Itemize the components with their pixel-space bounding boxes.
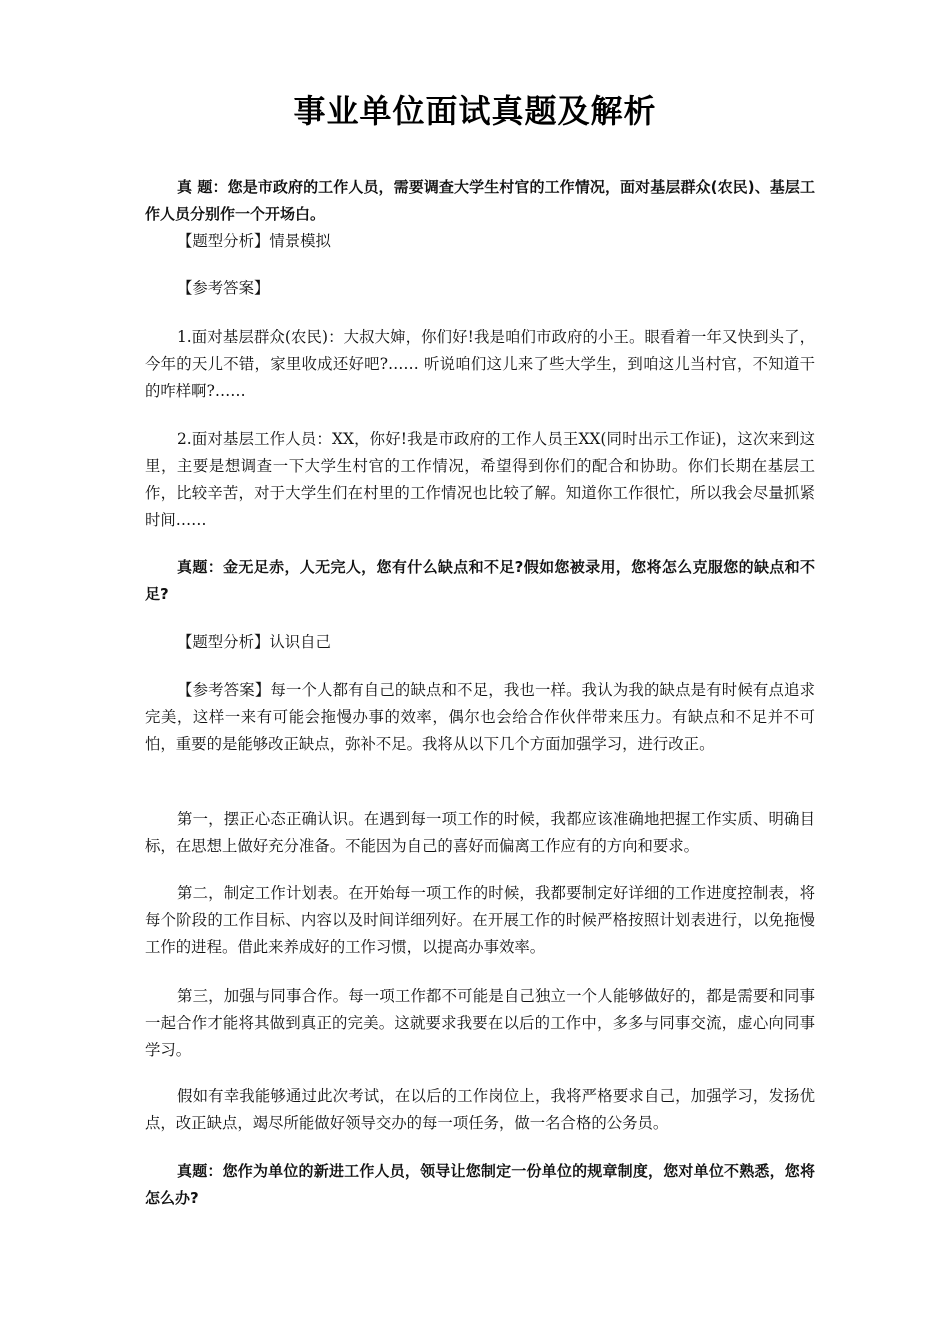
page-title: 事业单位面试真题及解析 bbox=[293, 92, 657, 130]
question-3: 真题：您作为单位的新进工作人员，领导让您制定一份单位的规章制度，您对单位不熟悉，您将怎么办? bbox=[145, 1162, 815, 1207]
question-1-answer-heading: 【参考答案】 bbox=[177, 279, 270, 297]
question-2: 真题：金无足赤，人无完人，您有什么缺点和不足?假如您被录用，您将怎么克服您的缺点和不足? bbox=[145, 558, 815, 603]
question-1-answer-part-1: 1.面对基层群众(农民)：大叔大婶，你们好!我是咱们市政府的小王。眼看着一年又快到头了，今年的天儿不错，家里收成还好吧?…… 听说咱们这儿来了些大学生，到咱这儿当村官，不知道干的咋样啊?…… bbox=[145, 328, 815, 400]
question-2-answer-point-1: 第一，摆正心态正确认识。在遇到每一项工作的时候，我都应该准确地把握工作实质、明确目标，在思想上做好充分准备。不能因为自己的喜好而偏离工作应有的方向和要求。 bbox=[145, 810, 815, 855]
question-1-type-analysis: 【题型分析】情景模拟 bbox=[177, 232, 331, 250]
question-1: 真 题：您是市政府的工作人员，需要调查大学生村官的工作情况，面对基层群众(农民)、基层工作人员分别作一个开场白。 bbox=[145, 178, 815, 223]
question-2-answer-conclusion: 假如有幸我能够通过此次考试，在以后的工作岗位上，我将严格要求自己，加强学习，发扬优点，改正缺点，竭尽所能做好领导交办的每一项任务，做一名合格的公务员。 bbox=[145, 1087, 815, 1132]
question-2-answer-intro: 【参考答案】每一个人都有自己的缺点和不足，我也一样。我认为我的缺点是有时候有点追求完美，这样一来有可能会拖慢办事的效率，偶尔也会给合作伙伴带来压力。有缺点和不足并不可怕，重要的是能够改正缺点，弥补不足。我将从以下几个方面加强学习，进行改正。 bbox=[145, 681, 815, 753]
question-2-type-analysis: 【题型分析】认识自己 bbox=[177, 633, 331, 651]
question-1-answer-part-2: 2.面对基层工作人员：XX，你好!我是市政府的工作人员王XX(同时出示工作证)，这次来到这里，主要是想调查一下大学生村官的工作情况，希望得到你们的配合和协助。你们长期在基层工作，比较辛苦，对于大学生们在村里的工作情况也比较了解。知道你工作很忙，所以我会尽量抓紧时间…… bbox=[145, 430, 815, 529]
question-2-answer-point-3: 第三，加强与同事合作。每一项工作都不可能是自己独立一个人能够做好的，都是需要和同事一起合作才能将其做到真正的完美。这就要求我要在以后的工作中，多多与同事交流，虚心向同事学习。 bbox=[145, 987, 815, 1059]
question-2-answer-point-2: 第二，制定工作计划表。在开始每一项工作的时候，我都要制定好详细的工作进度控制表，将每个阶段的工作目标、内容以及时间详细列好。在开展工作的时候严格按照计划表进行，以免拖慢工作的进程。借此来养成好的工作习惯，以提高办事效率。 bbox=[145, 884, 815, 956]
